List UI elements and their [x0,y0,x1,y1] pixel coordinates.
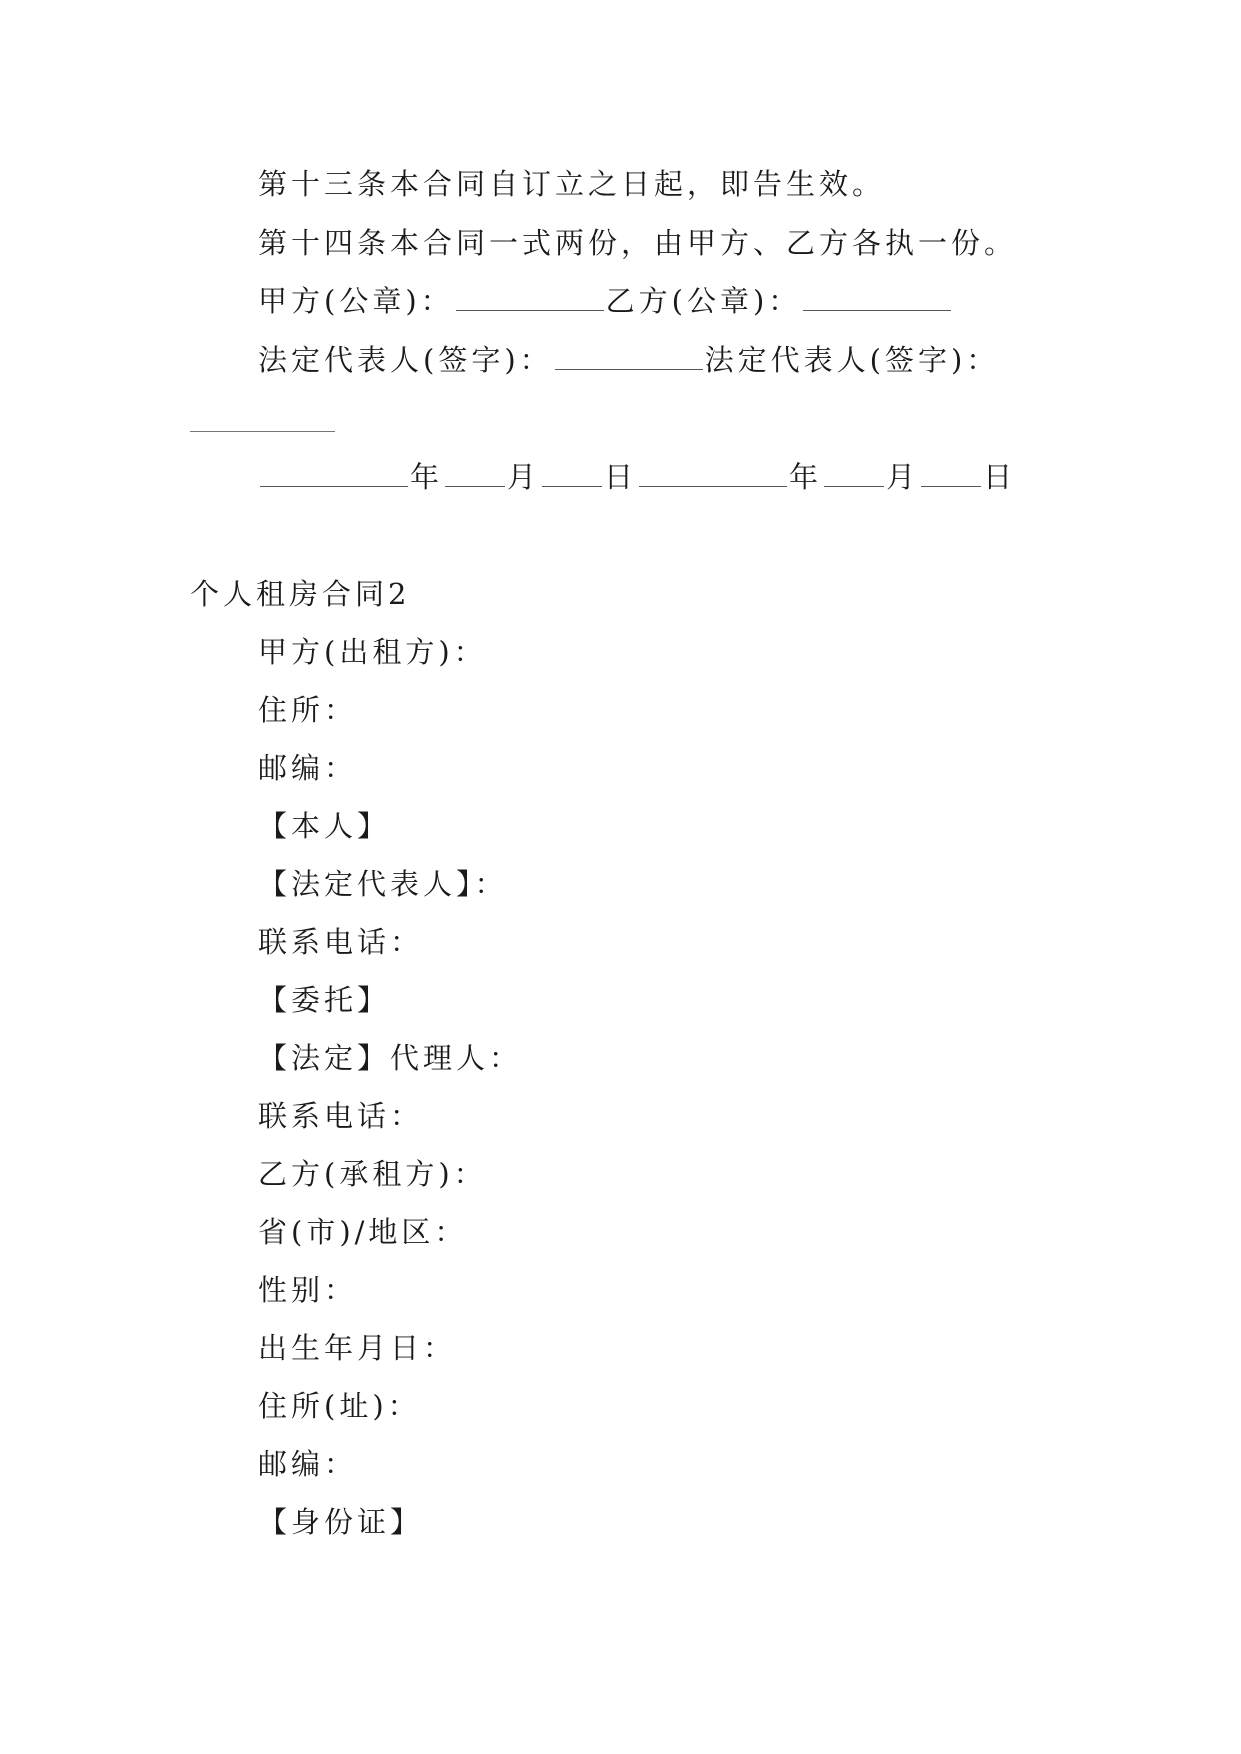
field-legal-rep: 【法定代表人】： [258,867,508,901]
section-title: 个人租房合同2 [190,577,411,611]
field-id-card: 【身份证】 [258,1505,424,1539]
party-b-seal-label: 乙方(公章)： [605,284,802,318]
date-a-year-blank [260,486,408,487]
party-b-seal-blank [803,310,951,311]
field-address: 住所： [258,693,358,727]
field-phone: 联系电话： [258,925,424,959]
field-agent-phone: 联系电话： [258,1099,424,1133]
field-party-b: 乙方(承租方)： [258,1157,487,1191]
party-a-seal-blank [456,310,604,311]
date-a-day: 日 [604,460,638,494]
rep-b-blank [190,431,335,432]
seal-line [258,283,953,319]
field-postcode: 邮编： [258,751,358,785]
rep-a-label: 法定代表人(签字)： [258,343,553,377]
date-b-day-blank [921,486,981,487]
field-gender: 性别： [258,1273,358,1307]
date-a-month-blank [445,486,505,487]
date-b-year-blank [639,486,787,487]
representative-line [258,342,999,378]
field-self: 【本人】 [258,809,391,843]
field-agent: 【法定】代理人： [258,1041,523,1075]
date-a-year: 年 [410,460,444,494]
clause-14: 第十四条本合同一式两份，由甲方、乙方各执一份。 [258,226,1018,260]
date-b-month-blank [824,486,884,487]
field-province: 省(市)/地区： [258,1215,468,1249]
rep-a-blank [555,369,703,370]
date-b-year: 年 [789,460,823,494]
date-b-day: 日 [983,460,1017,494]
date-line [258,459,1016,495]
field-postcode-b: 邮编： [258,1447,358,1481]
rep-b-label: 法定代表人(签字)： [704,343,1000,377]
clause-13: 第十三条本合同自订立之日起，即告生效。 [258,167,886,201]
date-a-month: 月 [507,460,541,494]
party-a-seal-label: 甲方(公章)： [258,284,454,318]
field-entrust: 【委托】 [258,983,391,1017]
date-a-day-blank [542,486,602,487]
field-birthdate: 出生年月日： [258,1331,457,1365]
field-residence: 住所(址)： [258,1389,421,1423]
date-b-month: 月 [886,460,920,494]
field-party-a: 甲方(出租方)： [258,635,487,669]
